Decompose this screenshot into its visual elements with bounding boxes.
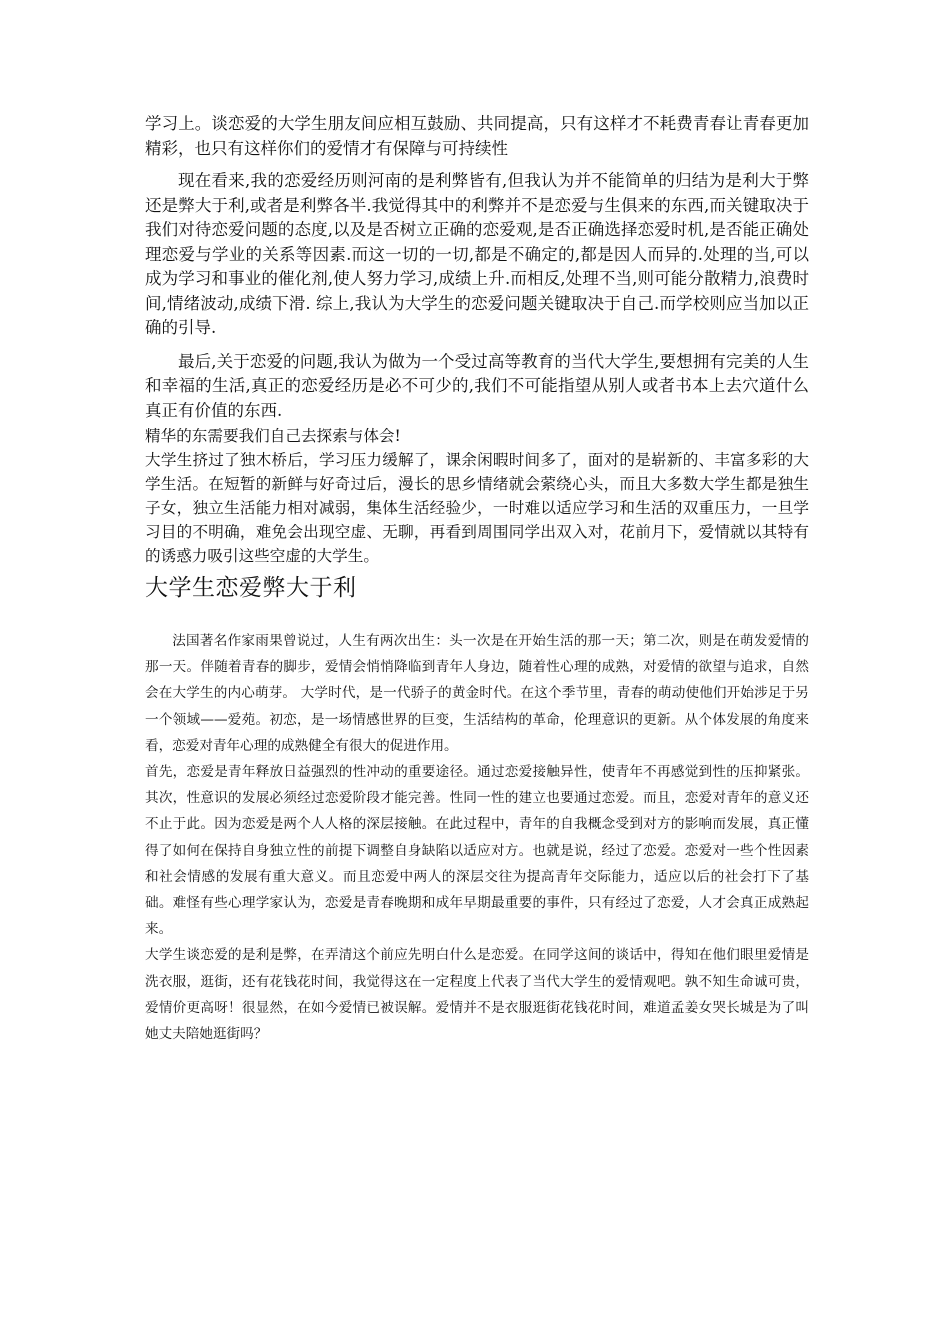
paragraph-first-point: 首先，恋爱是青年释放日益强烈的性冲动的重要途径。通过恋爱接触异性，使青年不再感觉到性的压抑紧张。其次，性意识的发展必须经过恋爱阶段才能完善。性同一性的建立也要通过恋爱。而且，恋爱对青年的意义还不止于此。因为恋爱是两个人人格的深层接触。在此过程中，青年的自我概念受到对方的影响而发展，真正懂得了如何在保持自身独立性的前提下调整自身缺陷以适应对方。也就是说，经过了恋爱。恋爱对一些个性因素和社会情感的发展有重大意义。而且恋爱中两人的深层交往为提高青年交际能力，适应以后的社会打下了基础。难怪有些心理学家认为，恋爱是青春晚期和成年早期最重要的事件，只有经过了恋爱，人才会真正成熟起来。	[145, 764, 809, 938]
paragraph-pros-and-cons: 现在看来,我的恋爱经历则河南的是利弊皆有,但我认为并不能简单的归结为是利大于弊还是弊大于利,或者是利弊各半.我觉得其中的利弊并不是恋爱与生俱来的东西,而关键取决于我们对待恋爱问题的态度,以及是否树立正确的恋爱观,是否正确选择恋爱时机,是否能正确处理恋爱与学业的关系等因素.而这一切的一切,都是不确定的,都是因人而异的.处理的当,可以成为学习和事业的催化剂,使人努力学习,成绩上升.而相反,处理不当,则可能分散精力,浪费时间,情绪波动,成绩下滑. 综上,我认为大学生的恋爱问题关键取决于自己.而学校则应当加以正确的引导.	[145, 171, 809, 337]
paragraph-intro-continuation: 学习上。谈恋爱的大学生朋友间应相互鼓励、共同提高，只有这样才不耗费青春让青春更加精彩，也只有这样你们的爱情才有保障与可持续性	[145, 114, 809, 158]
paragraph-conclusion: 最后,关于恋爱的问题,我认为做为一个受过高等教育的当代大学生,要想拥有完美的人生和幸福的生活,真正的恋爱经历是必不可少的,我们不可能指望从别人或者书本上去穴道什么真正有价值的东西.	[145, 351, 809, 420]
paragraph-campus-life: 大学生挤过了独木桥后，学习压力缓解了，课余闲暇时间多了，面对的是崭新的、丰富多彩的大学生活。在短暂的新鲜与好奇过后，漫长的思乡情绪就会萦绕心头，而且大多数大学生都是独生子女，独立生活能力相对减弱，集体生活经验少，一时难以适应学习和生活的双重压力，一旦学习目的不明确，难免会出现空虚、无聊，再看到周围同学出双入对，花前月下，爱情就以其特有的诱惑力吸引这些空虚的大学生。	[145, 451, 809, 565]
paragraph-what-is-love: 大学生谈恋爱的是利是弊，在弄清这个前应先明白什么是恋爱。在同学这间的谈话中，得知在他们眼里爱情是洗衣服，逛街，还有花钱花时间，我觉得这在一定程度上代表了当代大学生的爱情观吧。孰不知生命诚可贵，爱情价更高呀！很显然，在如今爱情已被误解。爱情并不是衣服逛街花钱花时间，难道孟姜女哭长城是为了叫她丈夫陪她逛街吗？	[145, 947, 809, 1043]
paragraph-hugo-quote: 法国著名作家雨果曾说过，人生有两次出生：头一次是在开始生活的那一天；第二次，则是在萌发爱情的那一天。伴随着青春的脚步，爱情会悄悄降临到青年人身边，随着性心理的成熟，对爱情的欲望与追求，自然会在大学生的内心萌芽。 大学时代，是一代骄子的黄金时代。在这个季节里，青春的萌动使他们开始涉足于另一个领域——爱苑。初恋，是一场情感世界的巨变，生活结构的革命，伦理意识的更新。从个体发展的角度来看，恋爱对青年心理的成熟健全有很大的促进作用。	[145, 633, 809, 754]
paragraph-explore: 精华的东需要我们自己去探索与体会!	[145, 427, 401, 445]
document-page	[145, 112, 809, 1047]
section-heading: 大学生恋爱弊大于利	[145, 575, 357, 601]
